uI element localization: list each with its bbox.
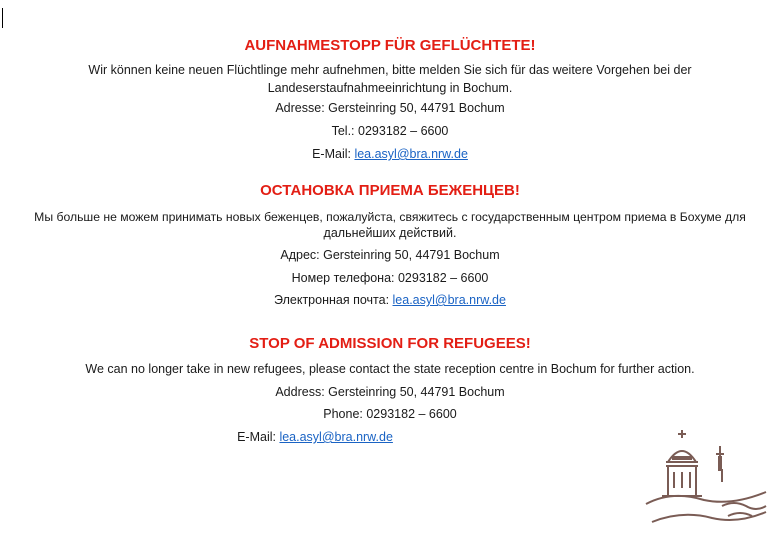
russian-heading: ОСТАНОВКА ПРИЕМА БЕЖЕНЦЕВ!	[260, 182, 520, 199]
russian-body-line1: Мы больше не можем принимать новых беженцев, пожалуйста, свяжитесь с государственным центром приема в Бохуме для	[34, 210, 746, 224]
castle-skyline-logo-icon	[642, 426, 772, 536]
russian-email-link[interactable]: lea.asyl@bra.nrw.de	[392, 293, 506, 307]
russian-address: Адрес: Gersteinring 50, 44791 Bochum	[280, 248, 500, 262]
english-email-label: E-Mail:	[237, 430, 280, 444]
german-email-link[interactable]: lea.asyl@bra.nrw.de	[354, 147, 468, 161]
russian-email-line	[0, 291, 780, 309]
russian-phone: Номер телефона: 0293182 – 6600	[291, 271, 489, 285]
german-address: Adresse: Gersteinring 50, 44791 Bochum	[275, 101, 505, 115]
german-phone: Tel.: 0293182 – 6600	[331, 124, 449, 138]
russian-body-line2: дальнейших действий.	[323, 226, 457, 240]
text-cursor-icon	[2, 8, 3, 28]
german-heading: AUFNAHMESTOPP FÜR GEFLÜCHTETE!	[244, 37, 536, 54]
german-body-line1: Wir können keine neuen Flüchtlinge mehr aufnehmen, bitte melden Sie sich für das weitere Vorgehen bei der	[88, 63, 692, 77]
english-phone: Phone: 0293182 – 6600	[323, 407, 457, 421]
german-email-line	[0, 145, 780, 163]
english-email-line	[0, 428, 630, 446]
english-body-line1: We can no longer take in new refugees, please contact the state reception centre in Bochum for further action.	[85, 362, 695, 376]
english-heading: STOP OF ADMISSION FOR REFUGEES!	[249, 335, 531, 352]
english-email-link[interactable]: lea.asyl@bra.nrw.de	[279, 430, 393, 444]
german-body-line2: Landeserstaufnahmeeinrichtung in Bochum.	[267, 81, 513, 95]
german-email-label: E-Mail:	[312, 147, 355, 161]
russian-email-label: Электронная почта:	[274, 293, 393, 307]
english-address: Address: Gersteinring 50, 44791 Bochum	[275, 385, 505, 399]
